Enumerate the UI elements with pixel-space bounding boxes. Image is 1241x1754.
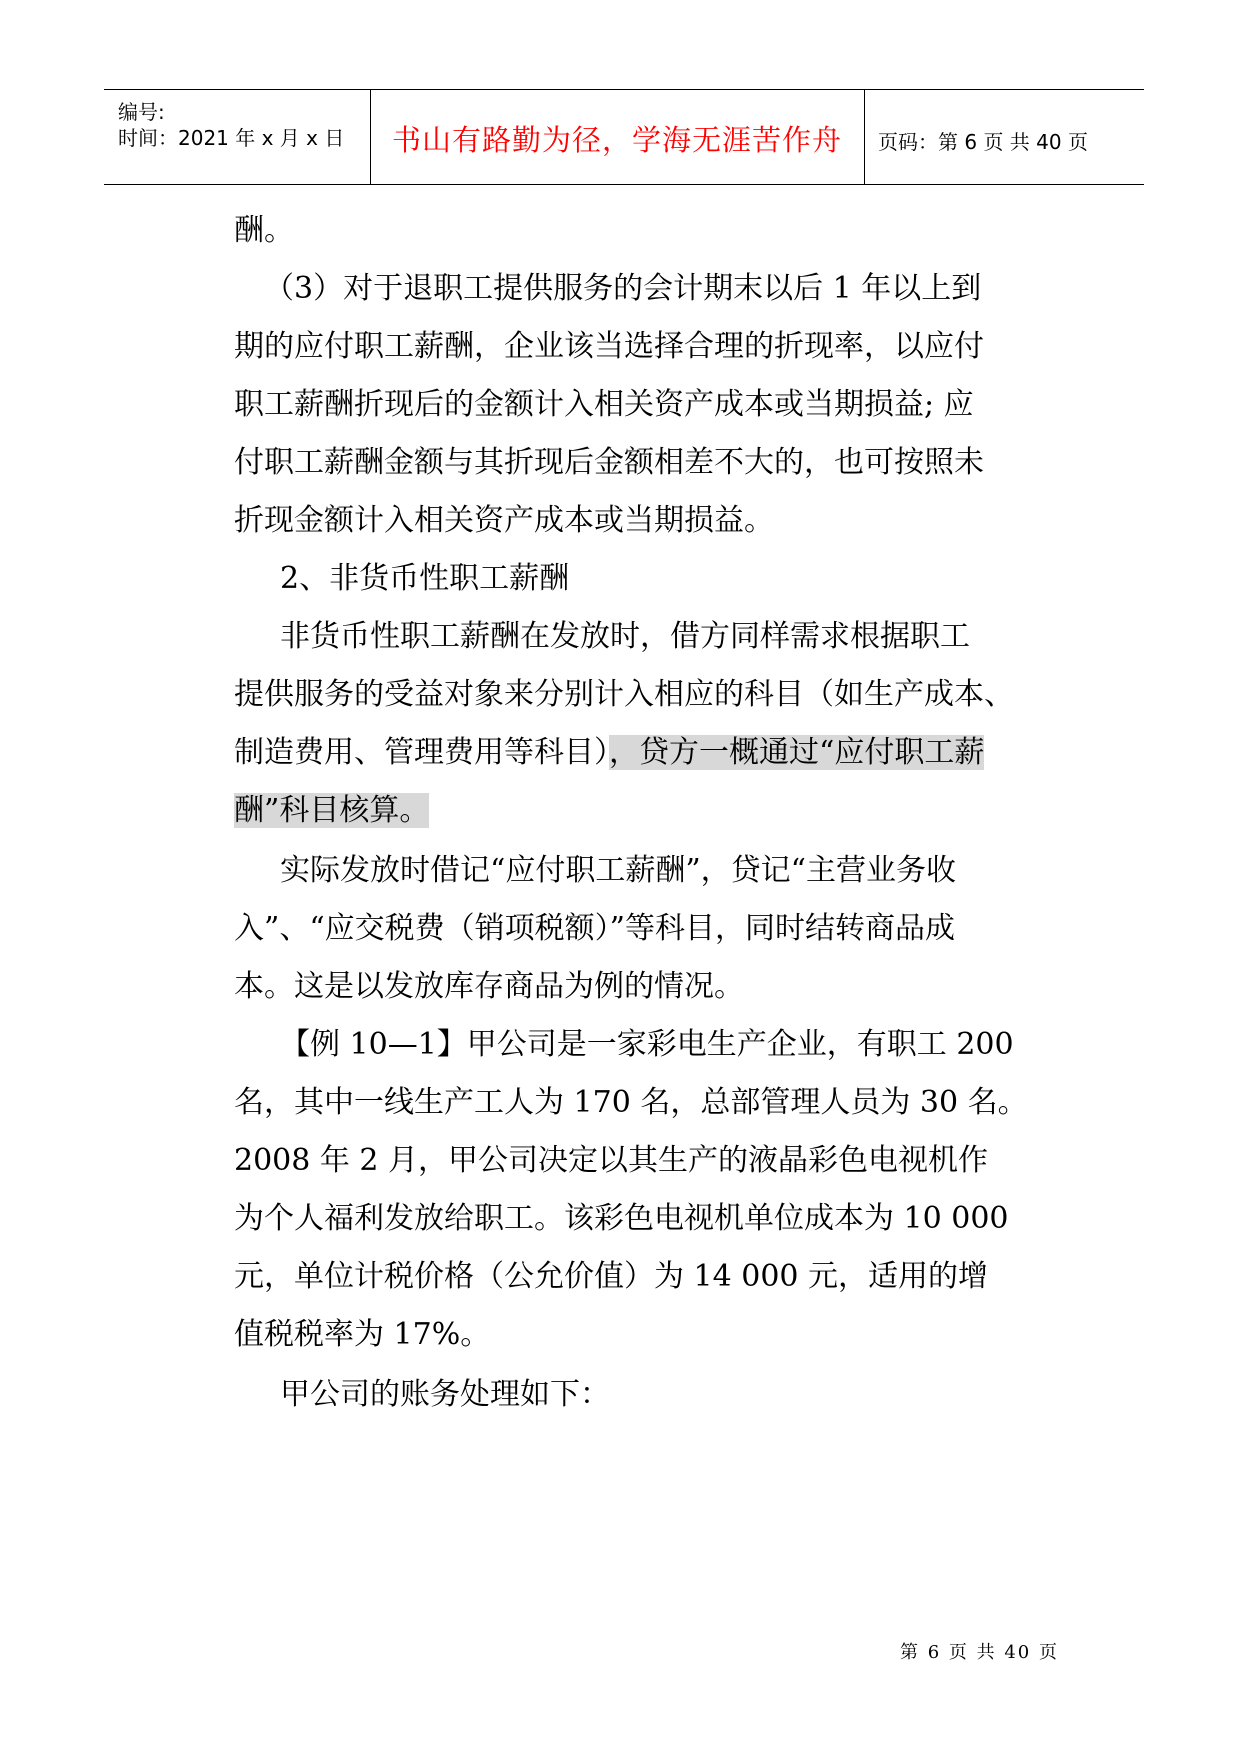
page-footer: 第 6 页 共 40 页 [900,1642,1059,1663]
body-line-part: 制造费用、管理费用等科目） [234,735,609,770]
header-meta-cell [104,90,371,184]
example-line: 【例 10—1】甲公司是一家彩电生产企业，有职工 200 [280,1027,1014,1062]
body-line: 非货币性职工薪酬在发放时，借方同样需求根据职工 [280,619,970,654]
body-line: 2008 年 2 月，甲公司决定以其生产的液晶彩色电视机作 [234,1143,989,1178]
body-line: 期的应付职工薪酬，企业该当选择合理的折现率，以应付 [234,329,984,364]
highlighted-text: 酬”科目核算。 [234,793,430,828]
body-line: 入”、“应交税费（销项税额）”等科目，同时结转商品成 [234,911,956,946]
body-line: 酬。 [234,213,294,248]
document-time-label: 时间：2021 年 x 月 x 日 [118,126,345,150]
header-page-info: 页码：第 6 页 共 40 页 [878,130,1088,154]
body-line: 折现金额计入相关资产成本或当期损益。 [234,503,774,538]
header-motto-cell [370,90,865,184]
body-line [234,786,429,836]
body-line: 本。这是以发放库存商品为例的情况。 [234,969,744,1004]
body-line [234,728,984,778]
body-line: 甲公司的账务处理如下： [280,1377,610,1412]
page-header [104,89,1144,185]
body-line: （3）对于退职工提供服务的会计期末以后 1 年以上到 [264,271,982,306]
document-number-label: 编号: [118,100,165,124]
body-line: 值税税率为 17%。 [234,1317,491,1352]
body-line: 付职工薪酬金额与其折现后金额相差不大的，也可按照未 [234,445,984,480]
body-line: 元，单位计税价格（公允价值）为 14 000 元，适用的增 [234,1259,989,1294]
body-line: 提供服务的受益对象来分别计入相应的科目（如生产成本、 [234,677,1014,712]
header-motto: 书山有路勤为径，学海无涯苦作舟 [391,123,842,157]
section-heading: 2、非货币性职工薪酬 [280,561,570,596]
body-line: 职工薪酬折现后的金额计入相关资产成本或当期损益; 应 [234,387,974,422]
body-line: 为个人福利发放给职工。该彩色电视机单位成本为 10 000 [234,1201,1009,1236]
header-page-cell [864,90,1144,184]
body-line: 名，其中一线生产工人为 170 名，总部管理人员为 30 名。 [234,1085,1028,1120]
body-line: 实际发放时借记“应付职工薪酬”，贷记“主营业务收 [280,853,957,888]
highlighted-text: ，贷方一概通过“应付职工薪 [609,735,985,770]
